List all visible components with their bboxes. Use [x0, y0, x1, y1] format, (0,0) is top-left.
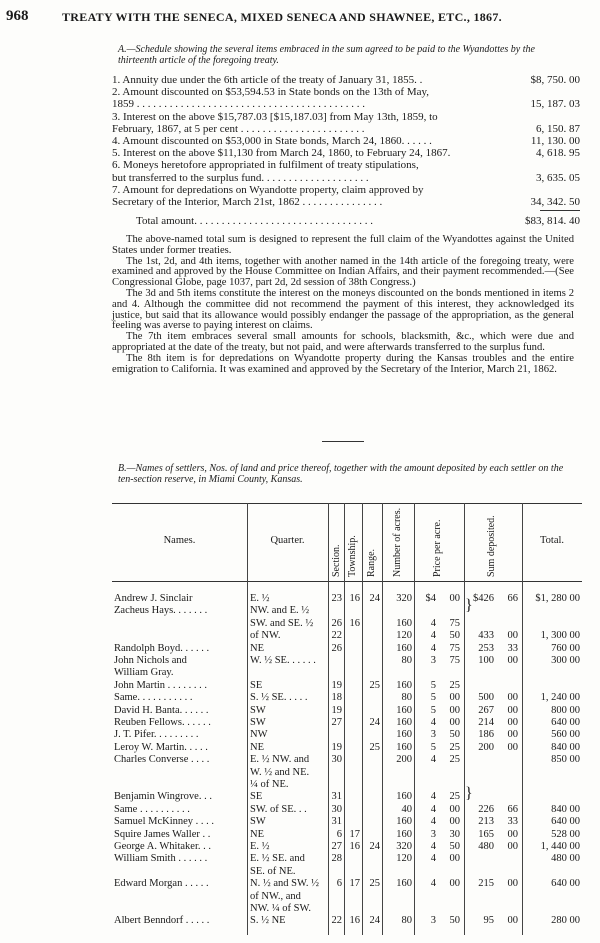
deposit-cents-cell: 00: [507, 841, 518, 852]
table-row: [112, 779, 582, 791]
total-cell: $1, 280 00: [535, 593, 580, 604]
price-dollars-cell: 4: [430, 803, 436, 815]
acres-cell: 160: [396, 791, 412, 803]
quarter-cell: of NW., and: [250, 890, 301, 902]
range-cell: 25: [369, 878, 380, 890]
deposit-dollars-cell: 215: [478, 878, 494, 890]
col-header-township: Township.: [347, 535, 358, 577]
settler-name: John Nichols and: [114, 655, 187, 666]
range-cell: 24: [369, 841, 380, 852]
deposit-cents-cell: 00: [507, 704, 518, 716]
deposit-cents-cell: 00: [507, 692, 518, 704]
section-cell: 19: [331, 741, 342, 753]
table-row: [112, 791, 582, 803]
acres-cell: 160: [396, 878, 412, 890]
section-cell: 27: [331, 717, 342, 728]
township-cell: 16: [349, 915, 360, 927]
schedule-a-caption: A.—Schedule showing the several items embraced in the sum agreed to be paid to the Wyandottes by the thirteenth article of the foregoing treaty.: [118, 44, 535, 66]
price-dollars-cell: 4: [430, 853, 436, 865]
settler-name: William Gray.: [114, 667, 174, 679]
deposit-cents-cell: 00: [507, 741, 518, 753]
quarter-cell: N. ½ and SW. ½: [250, 878, 320, 890]
section-cell: 28: [331, 853, 342, 865]
acres-cell: 160: [396, 679, 412, 691]
township-cell: 17: [349, 878, 360, 890]
deposit-dollars-cell: 200: [478, 741, 494, 753]
price-cents-cell: 00: [449, 853, 460, 865]
quarter-cell: S. ½ NE: [250, 915, 286, 927]
price-dollars-cell: 4: [430, 841, 436, 852]
note-paragraph: The above-named total sum is designed to represent the full claim of the Wyandottes against the United States under former treaties.: [112, 234, 574, 256]
section-divider: [322, 441, 364, 442]
quarter-cell: ¼ of NE.: [250, 779, 289, 790]
deposit-cents-cell: 00: [507, 915, 518, 927]
table-row: [112, 630, 582, 642]
total-label: Total amount. . . . . . . . . . . . . . . . . . . . . . . . . . . . . . . . .: [136, 215, 373, 228]
deposit-dollars-cell: 433: [478, 630, 494, 642]
quarter-cell: SW: [250, 717, 266, 728]
price-dollars-cell: 5: [430, 679, 436, 691]
schedule-item-description: 2. Amount discounted on $53,594.53 in State bonds on the 13th of May,: [112, 86, 430, 99]
total-cell: 640 00: [551, 878, 580, 890]
total-cell: 280 00: [551, 915, 580, 927]
schedule-a-list: [112, 74, 580, 227]
schedule-item-description: 1859 . . . . . . . . . . . . . . . . . . . . . . . . . . . . . . . . . . . . . . . . . .: [112, 98, 365, 111]
schedule-item: [112, 159, 580, 171]
quarter-cell: NW. and E. ½: [250, 605, 310, 617]
settler-name: Reuben Fellows. . . . . .: [114, 717, 211, 728]
settler-name: J. T. Pifer. . . . . . . . .: [114, 729, 199, 741]
schedule-item-amount: 11, 130. 00: [530, 134, 580, 147]
total-cell: 640 00: [551, 717, 580, 728]
quarter-cell: NW: [250, 729, 268, 741]
section-cell: 19: [331, 704, 342, 716]
quarter-cell: SW. and SE. ½: [250, 617, 314, 629]
page-number: 968: [6, 8, 29, 24]
acres-cell: 200: [396, 754, 412, 766]
col-header-acres: Number of acres.: [392, 507, 403, 577]
total-amount: $83, 814. 40: [525, 215, 580, 228]
schedule-item: [112, 98, 580, 110]
table-row: [112, 655, 582, 667]
row-brace: }: [465, 785, 473, 802]
acres-cell: 120: [396, 630, 412, 642]
settler-name: Leroy W. Martin. . . . .: [114, 741, 208, 753]
township-cell: 16: [349, 617, 360, 629]
price-dollars-cell: 4: [430, 878, 436, 890]
settler-name: William Smith . . . . . .: [114, 853, 208, 865]
range-cell: 24: [369, 593, 380, 604]
schedule-item-amount: 34, 342. 50: [530, 195, 580, 208]
deposit-dollars-cell: 165: [478, 828, 494, 840]
price-cents-cell: 75: [449, 655, 460, 666]
section-cell: 26: [331, 642, 342, 654]
table-row: [112, 915, 582, 927]
price-dollars-cell: 4: [430, 642, 436, 654]
price-dollars-cell: 3: [430, 828, 436, 840]
deposit-dollars-cell: 213: [478, 816, 494, 828]
schedule-item-description: 1. Annuity due under the 6th article of the treaty of January 31, 1855. .: [112, 74, 423, 86]
acres-cell: 40: [401, 803, 412, 815]
table-row: [112, 804, 582, 816]
table-row: [112, 816, 582, 828]
schedule-b-caption: B.—Names of settlers, Nos. of land and price thereof, together with the amount deposited by each settler on the ten-section reserve, in Miami County, Kansas.: [118, 463, 564, 485]
table-row: [112, 618, 582, 630]
acres-cell: 120: [396, 853, 412, 865]
table-row: [112, 680, 582, 692]
table-row: [112, 692, 582, 704]
quarter-cell: NE: [250, 741, 264, 753]
total-rule: [540, 210, 580, 211]
schedule-item: [112, 184, 580, 196]
schedule-item-amount: 15, 187. 03: [530, 98, 580, 111]
price-dollars-cell: 5: [430, 692, 436, 704]
col-header-section: Section.: [331, 544, 342, 577]
table-top-rule: [112, 503, 582, 504]
settler-name: John Martin . . . . . . . .: [114, 679, 208, 691]
settler-name: Albert Benndorf . . . . .: [114, 915, 210, 927]
col-header-quarter: Quarter.: [270, 535, 305, 546]
acres-cell: 80: [401, 915, 412, 927]
range-cell: 25: [369, 679, 380, 691]
quarter-cell: W. ½ SE. . . . . .: [250, 655, 316, 666]
deposit-dollars-cell: 100: [478, 655, 494, 666]
deposit-cents-cell: 00: [507, 630, 518, 642]
schedule-item: [112, 123, 580, 135]
col-header-names: Names.: [163, 535, 196, 546]
schedule-item: [112, 147, 580, 159]
acres-cell: 320: [396, 841, 412, 852]
table-row: [112, 866, 582, 878]
price-dollars-cell: 3: [430, 655, 436, 666]
price-cents-cell: 75: [449, 617, 460, 629]
table-row: [112, 643, 582, 655]
price-cents-cell: 00: [449, 692, 460, 704]
deposit-cents-cell: 33: [507, 816, 518, 828]
deposit-dollars-cell: 480: [478, 841, 494, 852]
acres-cell: 160: [396, 617, 412, 629]
acres-cell: 320: [396, 593, 412, 604]
schedule-item: [112, 86, 580, 98]
section-cell: 26: [331, 617, 342, 629]
settler-name: Charles Converse . . . .: [114, 754, 210, 766]
table-row: [112, 605, 582, 617]
note-paragraph: The 3d and 5th items constitute the interest on the moneys discounted on the bonds mentioned in items 2 and 4. Although the committee did not recommend the payment of this interest, they acknowledged its justice, but said that its allowance would possibly endanger the passage of the appropriation, as the general feeling was averse to paying interest on claims.: [112, 287, 574, 332]
table-row: [112, 767, 582, 779]
township-cell: 17: [349, 828, 360, 840]
acres-cell: 160: [396, 729, 412, 741]
acres-cell: 80: [401, 655, 412, 666]
schedule-item-description: 7. Amount for depredations on Wyandotte property, claim approved by: [112, 183, 424, 196]
quarter-cell: of NW.: [250, 630, 281, 642]
total-cell: 1, 240 00: [540, 692, 580, 704]
quarter-cell: E. ½ NW. and: [250, 754, 310, 766]
section-cell: 27: [331, 841, 342, 852]
deposit-dollars-cell: 253: [478, 642, 494, 654]
schedule-item-description: 4. Amount discounted on $53,000 in State bonds, March 24, 1860. . . . . .: [112, 134, 432, 147]
price-cents-cell: 25: [449, 679, 460, 691]
settler-name: Edward Morgan . . . . .: [114, 878, 209, 890]
range-cell: 24: [369, 915, 380, 927]
table-row: [112, 667, 582, 679]
schedule-item-amount: 6, 150. 87: [536, 122, 580, 135]
page-title: TREATY WITH THE SENECA, MIXED SENECA AND SHAWNEE, ETC., 1867.: [62, 10, 502, 24]
settler-name: Same . . . . . . . . . .: [114, 803, 190, 815]
total-cell: 480 00: [551, 853, 580, 865]
acres-cell: 80: [401, 692, 412, 704]
price-cents-cell: 00: [449, 878, 460, 890]
price-cents-cell: 30: [449, 828, 460, 840]
price-cents-cell: 25: [449, 741, 460, 753]
price-dollars-cell: 4: [430, 717, 436, 728]
section-cell: 19: [331, 679, 342, 691]
col-header-price: Price per acre.: [432, 519, 443, 577]
price-cents-cell: 00: [449, 717, 460, 728]
table-row: [112, 891, 582, 903]
section-cell: 22: [331, 630, 342, 642]
quarter-cell: SE: [250, 791, 263, 803]
deposit-dollars-cell: 500: [478, 692, 494, 704]
price-dollars-cell: 5: [430, 704, 436, 716]
settler-name: Squire James Waller . .: [114, 828, 211, 840]
acres-cell: 160: [396, 828, 412, 840]
settler-name: Samuel McKinney . . . .: [114, 816, 215, 828]
running-header: [6, 8, 594, 26]
price-cents-cell: 50: [449, 915, 460, 927]
section-cell: 30: [331, 803, 342, 815]
deposit-cents-cell: 00: [507, 828, 518, 840]
total-cell: 850 00: [551, 754, 580, 766]
price-cents-cell: 00: [449, 816, 460, 828]
section-cell: 30: [331, 754, 342, 766]
schedule-item-amount: 4, 618. 95: [536, 147, 580, 160]
table-row: [112, 878, 582, 890]
table-row: [112, 729, 582, 741]
price-cents-cell: 00: [449, 803, 460, 815]
quarter-cell: NE: [250, 642, 264, 654]
deposit-dollars-cell: 214: [478, 717, 494, 728]
table-header-rule: [112, 581, 582, 582]
section-cell: 22: [331, 915, 342, 927]
township-cell: 16: [349, 593, 360, 604]
settler-name: Same. . . . . . . . . . .: [114, 692, 193, 704]
schedule-a-total: [112, 215, 580, 227]
settler-name: George A. Whitaker. . .: [114, 841, 212, 852]
schedule-item: [112, 196, 580, 208]
deposit-cents-cell: 00: [507, 655, 518, 666]
price-dollars-cell: $4: [425, 593, 436, 604]
price-dollars-cell: 4: [430, 754, 436, 766]
price-dollars-cell: 4: [430, 816, 436, 828]
deposit-cents-cell: 00: [507, 878, 518, 890]
quarter-cell: NW. ¼ of SW.: [250, 903, 312, 914]
total-cell: 300 00: [551, 655, 580, 666]
deposit-cents-cell: 00: [507, 729, 518, 741]
acres-cell: 160: [396, 642, 412, 654]
quarter-cell: SE. of NE.: [250, 865, 296, 877]
price-cents-cell: 50: [449, 729, 460, 741]
price-dollars-cell: 4: [430, 617, 436, 629]
quarter-cell: NE: [250, 828, 264, 840]
table-row: [112, 853, 582, 865]
price-dollars-cell: 4: [430, 630, 436, 642]
deposit-cents-cell: 66: [507, 593, 518, 604]
schedule-item-amount: $8, 750. 00: [530, 74, 580, 86]
quarter-cell: E. ½ SE. and: [250, 853, 305, 865]
township-cell: 16: [349, 841, 360, 852]
table-row: [112, 754, 582, 766]
schedule-item-description: 5. Interest on the above $11,130 from March 24, 1860, to February 24, 1867.: [112, 147, 451, 160]
quarter-cell: S. ½ SE. . . . .: [250, 692, 308, 704]
deposit-cents-cell: 66: [507, 803, 518, 815]
acres-cell: 160: [396, 717, 412, 728]
section-cell: 31: [331, 791, 342, 803]
total-cell: 840 00: [551, 803, 580, 815]
schedule-item-amount: 3, 635. 05: [536, 171, 580, 184]
schedule-item-description: 3. Interest on the above $15,787.03 [$15,187.03] from May 13th, 1859, to: [112, 110, 438, 123]
quarter-cell: SW. of SE. . .: [250, 803, 307, 815]
total-cell: 640 00: [551, 816, 580, 828]
table-row: [112, 829, 582, 841]
settler-name: Benjamin Wingrove. . .: [114, 791, 212, 803]
quarter-cell: W. ½ and NE.: [250, 766, 310, 778]
deposit-dollars-cell: 226: [478, 803, 494, 815]
section-cell: 31: [331, 816, 342, 828]
schedule-item-description: February, 1867, at 5 per cent . . . . . . . . . . . . . . . . . . . . . . .: [112, 122, 365, 135]
schedule-item: [112, 111, 580, 123]
quarter-cell: SW: [250, 816, 266, 828]
schedule-item-description: 6. Moneys heretofore appropriated in fulfilment of treaty stipulations,: [112, 159, 419, 172]
acres-cell: 160: [396, 704, 412, 716]
section-cell: 23: [331, 593, 342, 604]
settlers-table: [112, 503, 582, 935]
col-header-deposit: Sum deposited.: [486, 515, 497, 577]
total-cell: 528 00: [551, 828, 580, 840]
range-cell: 24: [369, 717, 380, 728]
table-row: [112, 841, 582, 853]
schedule-item: [112, 172, 580, 184]
section-cell: 6: [336, 828, 342, 840]
deposit-cents-cell: 00: [507, 717, 518, 728]
table-row: [112, 593, 582, 605]
settler-name: Zacheus Hays. . . . . . .: [114, 605, 208, 617]
price-cents-cell: 50: [449, 630, 460, 642]
section-cell: 6: [336, 878, 342, 890]
schedule-item-description: but transferred to the surplus fund. . . . . . . . . . . . . . . . . . . .: [112, 171, 369, 184]
settler-name: Randolph Boyd. . . . . .: [114, 642, 210, 654]
price-cents-cell: 00: [449, 593, 460, 604]
quarter-cell: SE: [250, 679, 263, 691]
price-cents-cell: 25: [449, 791, 460, 803]
schedule-item: [112, 135, 580, 147]
note-paragraph: The 7th item embraces several small amounts for schools, blacksmith, &c., which were due and appropriated at the date of the treaty, but not paid, and were afterwards transferred to the surplus fund.: [112, 331, 574, 353]
total-cell: 840 00: [551, 741, 580, 753]
section-cell: 18: [331, 692, 342, 704]
quarter-cell: SW: [250, 704, 266, 716]
price-dollars-cell: 5: [430, 741, 436, 753]
quarter-cell: E. ½: [250, 841, 270, 852]
settler-name: David H. Banta. . . . . .: [114, 704, 209, 716]
schedule-item: [112, 74, 580, 86]
total-cell: 1, 440 00: [540, 841, 580, 852]
price-cents-cell: 50: [449, 841, 460, 852]
table-row: [112, 903, 582, 915]
deposit-dollars-cell: $426: [473, 593, 494, 604]
total-cell: 560 00: [551, 729, 580, 741]
row-brace: }: [465, 597, 473, 614]
settler-name: Andrew J. Sinclair: [114, 593, 193, 604]
explanatory-notes: [112, 235, 574, 375]
schedule-item-description: Secretary of the Interior, March 21st, 1862 . . . . . . . . . . . . . . .: [112, 195, 383, 208]
col-header-range: Range.: [366, 548, 377, 577]
price-cents-cell: 25: [449, 754, 460, 766]
price-dollars-cell: 3: [430, 915, 436, 927]
price-dollars-cell: 4: [430, 791, 436, 803]
deposit-dollars-cell: 95: [483, 915, 494, 927]
deposit-dollars-cell: 267: [478, 704, 494, 716]
table-row: [112, 705, 582, 717]
table-row: [112, 742, 582, 754]
deposit-cents-cell: 33: [507, 642, 518, 654]
quarter-cell: E. ½: [250, 593, 270, 604]
range-cell: 25: [369, 741, 380, 753]
price-cents-cell: 75: [449, 642, 460, 654]
total-cell: 800 00: [551, 704, 580, 716]
price-dollars-cell: 3: [430, 729, 436, 741]
note-paragraph: The 8th item is for depredations on Wyandotte property during the Kansas troubles and the entire emigration to California. It was examined and approved by the Secretary of the Interior, March 21, 1862.: [112, 352, 574, 375]
price-cents-cell: 00: [449, 704, 460, 716]
col-header-total: Total.: [539, 535, 565, 546]
acres-cell: 160: [396, 816, 412, 828]
total-cell: 1, 300 00: [540, 630, 580, 642]
note-paragraph: The 1st, 2d, and 4th items, together with another named in the 14th article of the foregoing treaty, were examined and approved by the House Committee on Indian Affairs, and their payment recommended.—(See Congressional Globe, page 1037, part 2d, 2d session of 38th Congress.): [112, 255, 574, 289]
total-cell: 760 00: [551, 642, 580, 654]
acres-cell: 160: [396, 741, 412, 753]
table-row: [112, 717, 582, 729]
deposit-dollars-cell: 186: [478, 729, 494, 741]
